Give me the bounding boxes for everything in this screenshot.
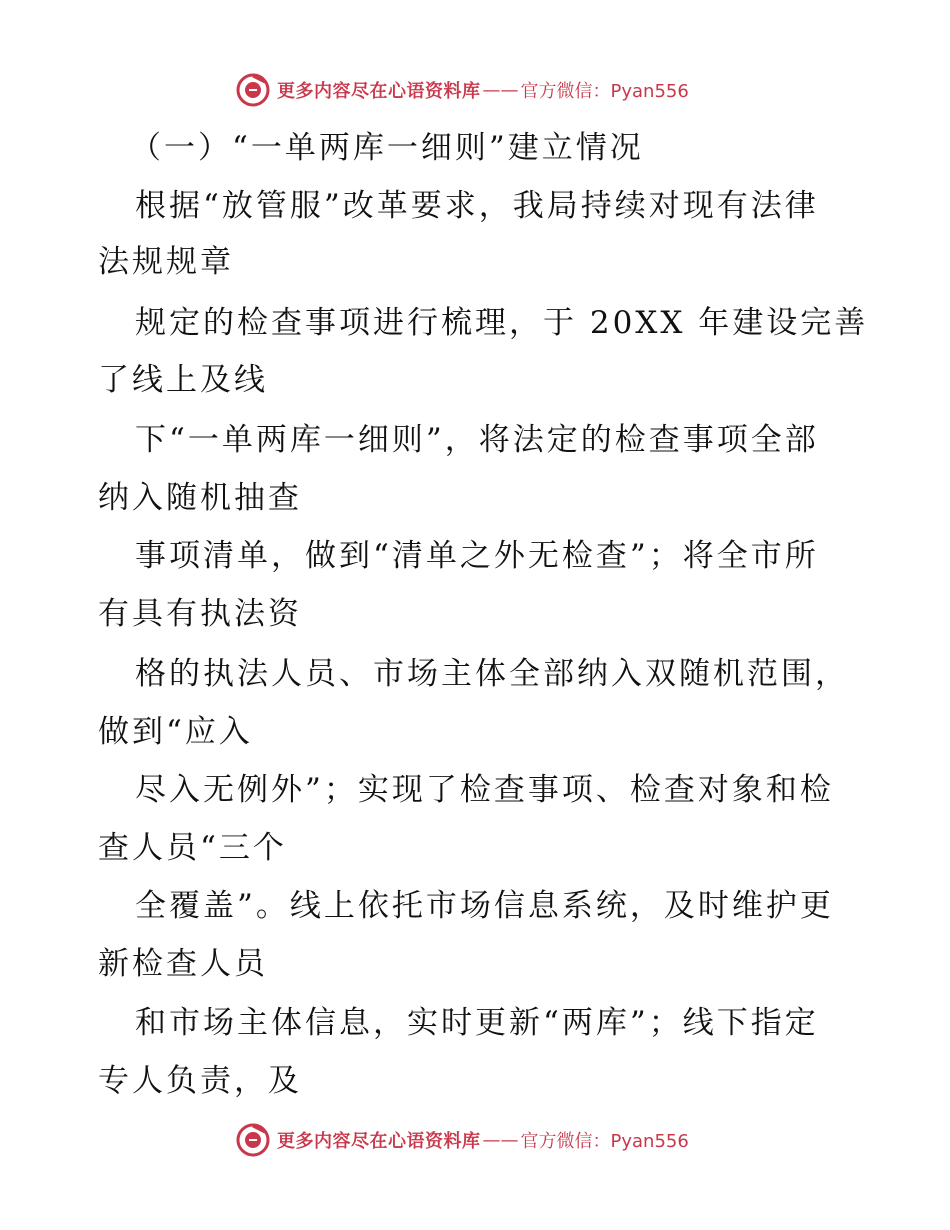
banner-wechat-text: 官方微信：Pyan556 <box>520 81 689 102</box>
paragraph-line: 法规规章 <box>98 244 234 280</box>
paragraph-line: 和市场主体信息，实时更新“两库”；线下指定 <box>135 1005 819 1041</box>
banner-dash: —— <box>482 79 519 101</box>
banner-brand-text: 更多内容尽在心语资料库 <box>277 81 481 102</box>
banner-dash: —— <box>482 1129 519 1151</box>
paragraph-line: 下“一单两库一细则”，将法定的检查事项全部 <box>135 422 819 458</box>
paragraph-line: 规定的检查事项进行梳理，于 20XX 年建设完善 <box>135 305 869 341</box>
logo-icon <box>235 1122 271 1158</box>
paragraph-line: 做到“应入 <box>98 714 253 750</box>
paragraph-line: 查人员“三个 <box>98 830 287 866</box>
header-banner <box>235 70 715 110</box>
paragraph-line: 有具有执法资 <box>98 596 302 632</box>
paragraph-line: 专人负责，及 <box>98 1063 302 1099</box>
banner-brand-text: 更多内容尽在心语资料库 <box>277 1131 481 1152</box>
footer-banner <box>235 1120 715 1160</box>
banner-wechat-text: 官方微信：Pyan556 <box>520 1131 689 1152</box>
paragraph-line: 新检查人员 <box>98 946 268 982</box>
paragraph-line: 根据“放管服”改革要求，我局持续对现有法律 <box>135 188 819 224</box>
paragraph-line: 全覆盖”。线上依托市场信息系统，及时维护更 <box>135 888 834 924</box>
paragraph-line: 了线上及线 <box>98 362 268 398</box>
paragraph-line: 尽入无例外”；实现了检查事项、检查对象和检 <box>135 772 834 808</box>
paragraph-line: 格的执法人员、市场主体全部纳入双随机范围， <box>135 656 849 692</box>
paragraph-line: 事项清单，做到“清单之外无检查”；将全市所 <box>135 538 819 574</box>
logo-icon <box>235 72 271 108</box>
paragraph-line: 纳入随机抽查 <box>98 480 302 516</box>
section-heading: （一）“一单两库一细则”建立情况 <box>130 130 644 166</box>
